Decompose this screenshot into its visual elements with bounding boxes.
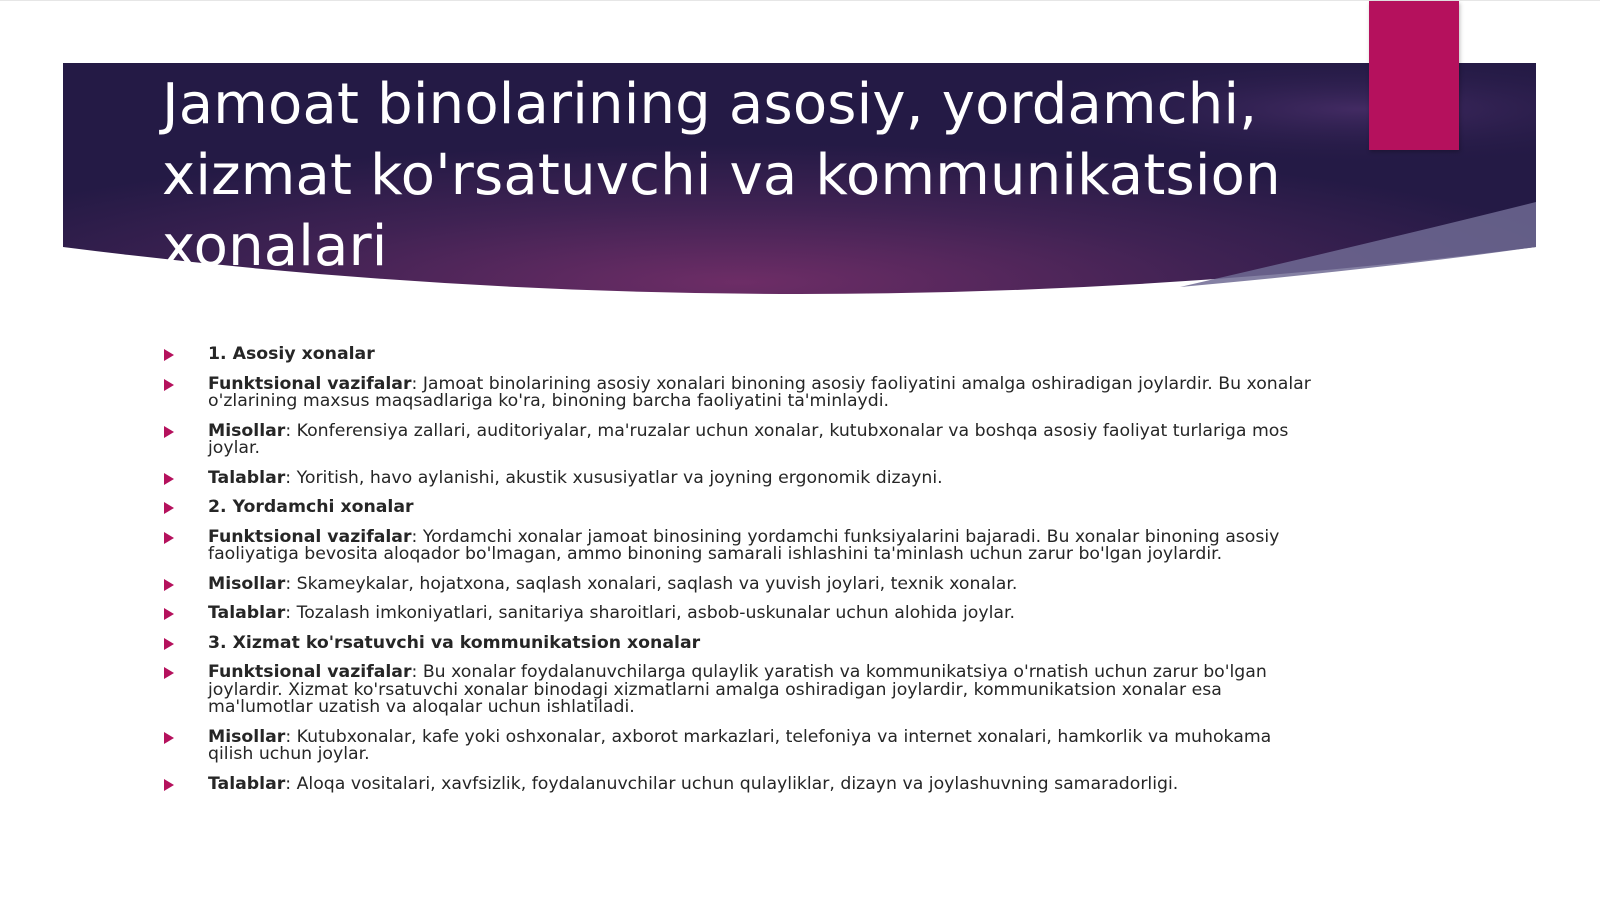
bullet-arrow-icon: [164, 579, 174, 591]
bullet-text: : Konferensiya zallari, auditoriyalar, ma'ruzalar uchun xonalar, kutubxonalar va boshqa asosiy faoliyat turlariga mos joylar.: [208, 420, 1289, 458]
bullet-heading: Funktsional vazifalar: [208, 526, 412, 547]
bullet-text: : Kutubxonalar, kafe yoki oshxonalar, axborot markazlari, telefoniya va internet xonalari, hamkorlik va muhokama qilish uchun joylar.: [208, 726, 1272, 764]
bullet-heading: 2. Yordamchi xonalar: [208, 497, 414, 517]
bullet-heading: Misollar: [208, 573, 286, 594]
bullet-arrow-icon: [164, 638, 174, 650]
bullet-item: [162, 664, 1312, 717]
bullet-arrow-icon: [164, 379, 174, 391]
bullet-item: [162, 346, 1312, 364]
bullet-heading: Misollar: [208, 726, 286, 747]
bullet-text: : Jamoat binolarining asosiy xonalari binoning asosiy faoliyatini amalga oshiradigan joylardir. Bu xonalar o'zlarining maxsus maqsadlariga ko'ra, binoning barcha faoliyatini ta'minlaydi.: [208, 373, 1311, 411]
bullet-text: : Aloqa vositalari, xavfsizlik, foydalanuvchilar uchun qulayliklar, dizayn va joylashuvning samaradorligi.: [285, 773, 1179, 794]
bullet-text: : Yordamchi xonalar jamoat binosining yordamchi funksiyalarini bajaradi. Bu xonalar binoning asosiy faoliyatiga bevosita aloqador bo'lmagan, ammo binoning samarali ishlashini ta'minlash uchun zarur bo'lgan joylardir.: [208, 526, 1280, 564]
bullet-heading: Talablar: [208, 467, 286, 488]
bullet-item: [162, 773, 1312, 794]
bullet-item: [162, 632, 1312, 653]
bullet-arrow-icon: [164, 502, 174, 514]
bullet-item: [162, 726, 1312, 764]
bullet-item: [162, 573, 1312, 594]
slide-title: Jamoat binolarining asosiy, yordamchi, xizmat ko'rsatuvchi va kommunikatsion xonalari: [162, 72, 1281, 279]
bullet-arrow-icon: [164, 667, 174, 679]
bullet-item: [162, 420, 1312, 458]
bullet-heading: Misollar: [208, 420, 286, 441]
bullet-item: [162, 467, 1312, 488]
bullet-arrow-icon: [164, 349, 174, 361]
bullet-item: [162, 373, 1312, 411]
bullet-text: : Yoritish, havo aylanishi, akustik xususiyatlar va joyning ergonomik dizayni.: [285, 467, 943, 488]
bullet-heading: Talablar: [208, 603, 286, 623]
bullet-heading: Talablar: [208, 773, 286, 794]
bullet-arrow-icon: [164, 732, 174, 744]
bullet-arrow-icon: [164, 426, 174, 438]
bullet-heading: 1. Asosiy xonalar: [208, 344, 375, 364]
bullet-item: [162, 499, 1312, 517]
bullet-item: [162, 526, 1312, 564]
bullet-arrow-icon: [164, 532, 174, 544]
bullet-heading: 3. Xizmat ko'rsatuvchi va kommunikatsion xonalar: [208, 632, 701, 653]
bullet-heading: Funktsional vazifalar: [208, 662, 412, 682]
bullet-item: [162, 605, 1312, 623]
bullet-arrow-icon: [164, 473, 174, 485]
bullet-text: : Bu xonalar foydalanuvchilarga qulaylik yaratish va kommunikatsiya o'rnatish uchun zarur bo'lgan joylardir. Xizmat ko'rsatuvchi xonalar binodagi xizmatlarni amalga oshiradigan joylardir, kommunikatsion xonalar esa ma'lumotlar uzatish va aloqalar uchun ishlatiladi.: [208, 662, 1267, 717]
bullet-text: : Tozalash imkoniyatlari, sanitariya sharoitlari, asbob-uskunalar uchun alohida joylar.: [285, 603, 1016, 623]
bullet-heading: Funktsional vazifalar: [208, 373, 412, 394]
bullet-list: [162, 346, 1312, 805]
bullet-text: : Skameykalar, hojatxona, saqlash xonalari, saqlash va yuvish joylari, texnik xonalar.: [285, 573, 1018, 594]
bullet-arrow-icon: [164, 608, 174, 620]
accent-tab: [1369, 1, 1459, 150]
bullet-arrow-icon: [164, 779, 174, 791]
